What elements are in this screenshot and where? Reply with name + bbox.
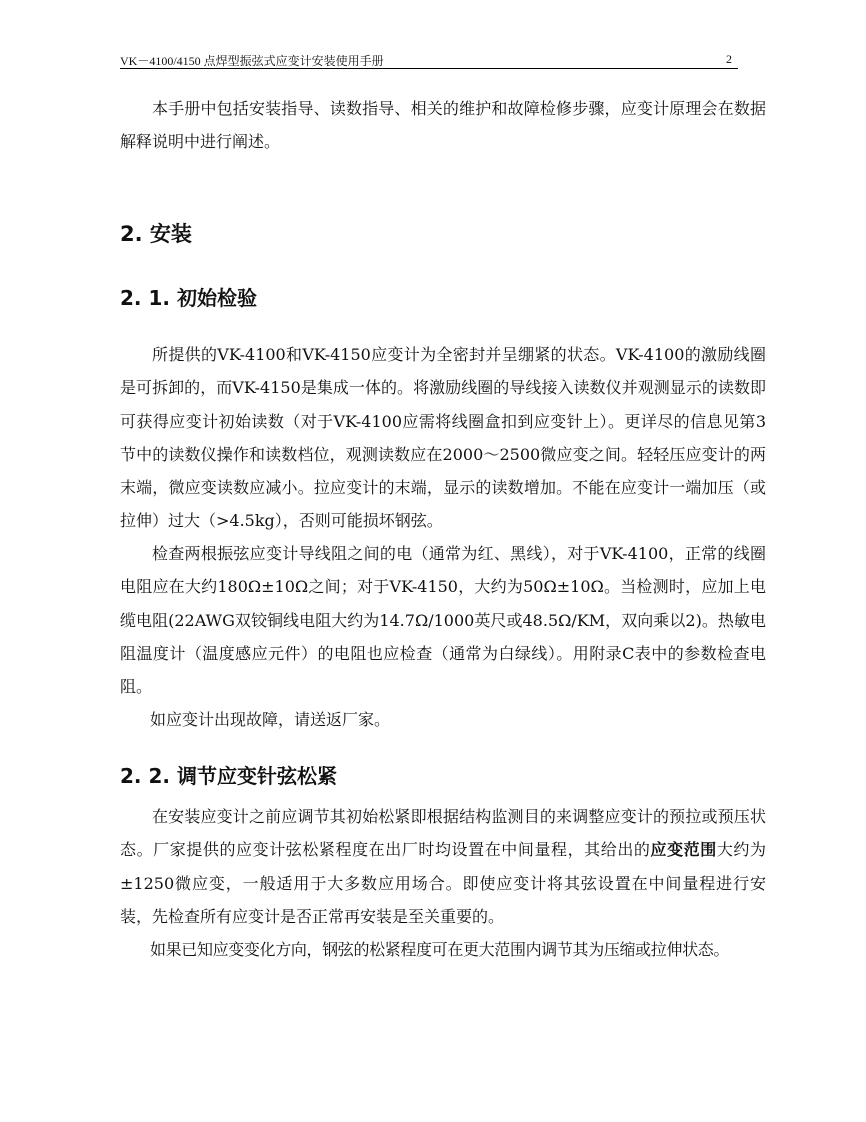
section-2-2-paragraph-2: 如果已知应变变化方向，钢弦的松紧程度可在更大范围内调节其为压缩或拉伸状态。 [150, 940, 730, 959]
intro-paragraph: 本手册中包括安装指导、读数指导、相关的维护和故障检修步骤，应变计原理会在数据解释说明中进行阐述。 [120, 99, 766, 152]
section-2-1-paragraph-2: 检查两根振弦应变计导线阻之间的电（通常为红、黑线），对于VK-4100，正常的线圈电阻应在大约180Ω±10Ω之间；对于VK-4150，大约为50Ω±10Ω。当检测时，应加上电缆电阻(22AWG双铰铜线电阻大约为14.7Ω/1000英尺或48.5Ω/KM，双向乘以2)。热敏电阻温度计（温度感应元件）的电阻也应检查（通常为白绿线）。用附录C表中的参数检查电阻。 [120, 544, 766, 697]
section-2-heading: 2. 安装 [120, 222, 192, 246]
section-2-2-heading: 2. 2. 调节应变针弦松紧 [120, 764, 337, 788]
section-2-2-paragraph-1 [120, 800, 766, 933]
page-header [120, 50, 738, 69]
section-2-1-paragraph-1: 所提供的VK-4100和VK-4150应变计为全密封并呈绷紧的状态。VK-4100的激励线圈是可拆卸的，而VK-4150是集成一体的。将激励线圈的导线接入读数仪并观测显示的读数即可获得应变计初始读数（对于VK-4100应需将线圈盒扣到应变针上）。更详尽的信息见第3节中的读数仪操作和读数档位，观测读数应在2000～2500微应变之间。轻轻压应变计的两末端，微应变读数应减小。拉应变计的末端，显示的读数增加。不能在应变计一端加压（或拉伸）过大（>4.5kg），否则可能损坏钢弦。 [120, 345, 766, 531]
section-2-1-heading: 2. 1. 初始检验 [120, 286, 257, 310]
page-number: 2 [726, 52, 732, 66]
paragraph-text-end: 大约为±1250微应变，一般适用于大多数应用场合。即使应变计将其弦设置在中间量程进行安装，先检查所有应变计是否正常再安装是至关重要的。 [120, 840, 766, 926]
strain-range-term: 应变范围 [650, 840, 717, 860]
paragraph-text-start: 在安装应变计之前应调节其初始松紧即根据结构监测目的来调整应变计的预拉或预压状态。厂家提供的应变计弦松紧程度在出厂时均设置在中间量程，其给出的 [120, 807, 766, 860]
section-2-1-paragraph-3: 如应变计出现故障，请送返厂家。 [150, 710, 391, 729]
header-title: VK－4100/4150 点焊型振弦式应变计安装使用手册 [120, 54, 384, 68]
